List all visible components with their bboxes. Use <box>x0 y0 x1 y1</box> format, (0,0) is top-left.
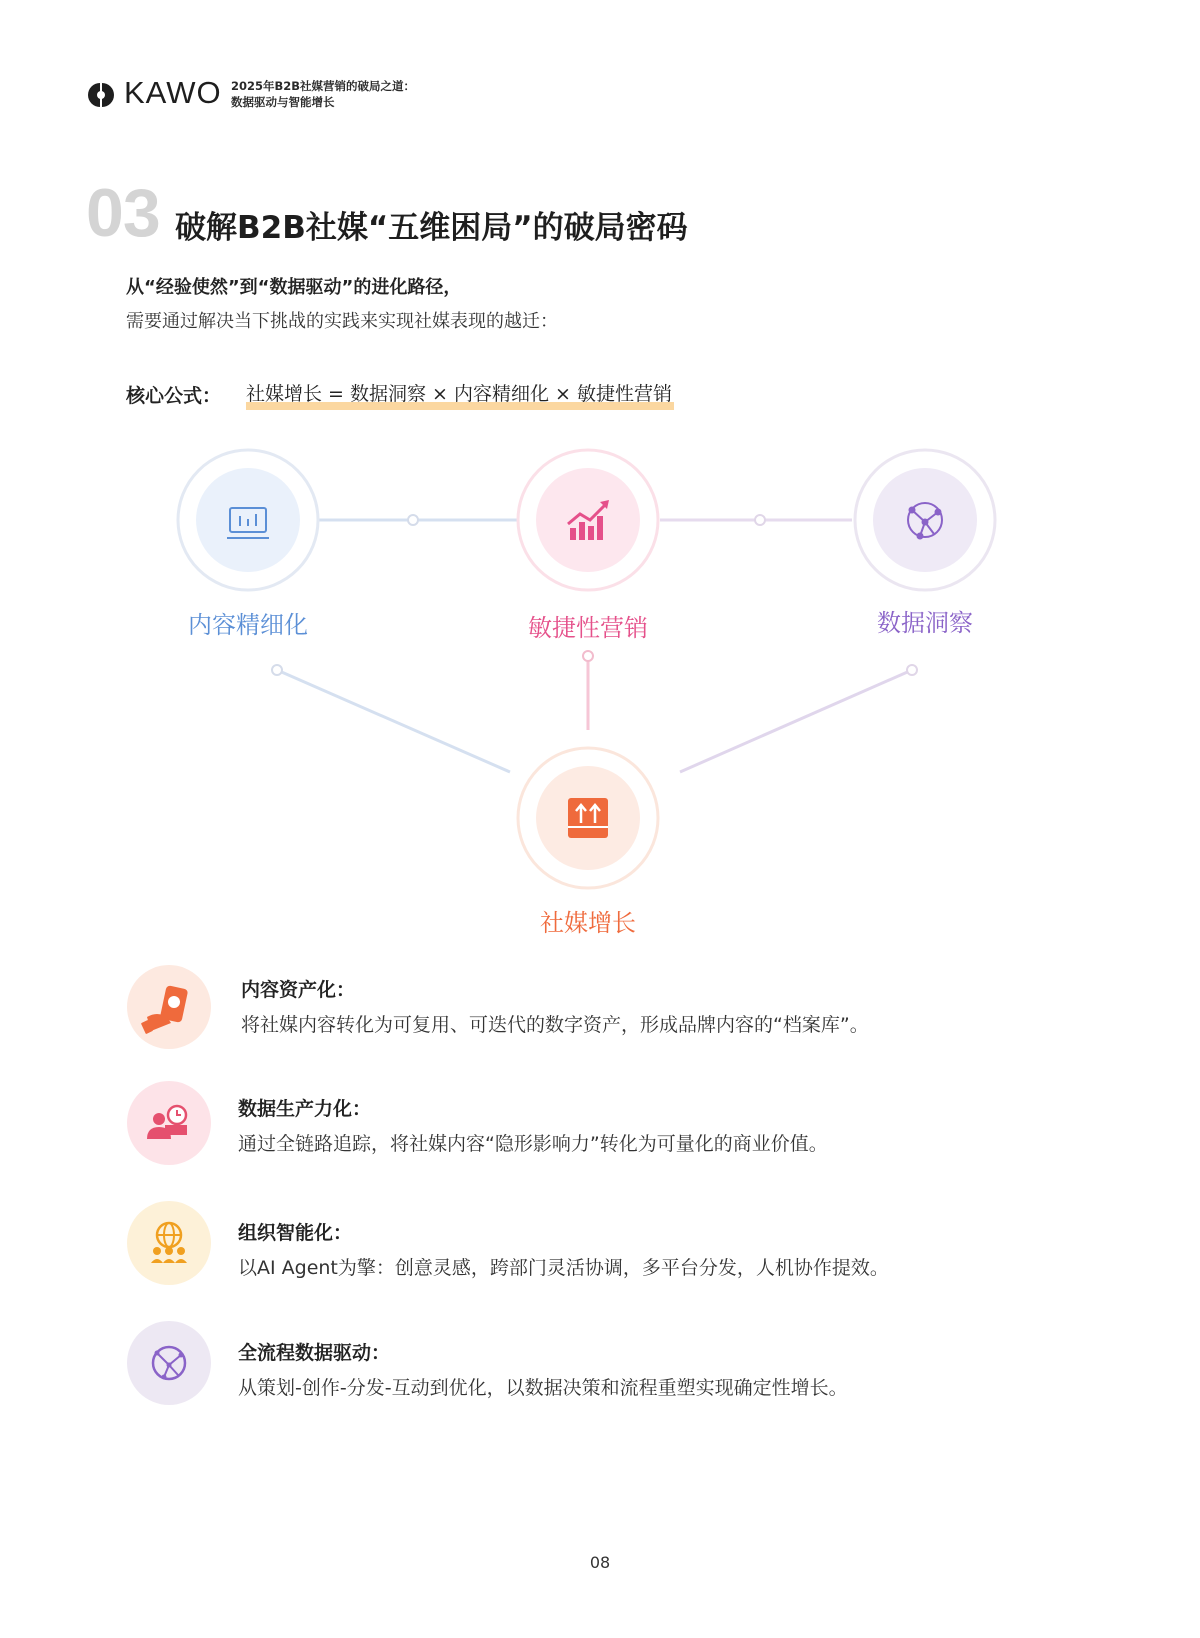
node-label-content-refinement: 内容精细化 <box>188 611 308 639</box>
content-asset-icon <box>127 965 211 1049</box>
list-item-title-4: 全流程数据驱动： <box>238 1342 391 1364</box>
node-label-data-insight: 数据洞察 <box>877 609 973 637</box>
connector-dot <box>583 651 593 661</box>
list-item-desc-2: 通过全链路追踪，将社媒内容“隐形影响力”转化为可量化的商业价值。 <box>238 1133 828 1155</box>
section-title: 破解B2B社媒“五维困局”的破局密码 <box>175 210 688 246</box>
intro-line-2: 需要通过解决当下挑战的实践来实现社媒表现的越迁： <box>126 311 558 332</box>
team-globe-icon <box>127 1201 211 1285</box>
list-item-icon-3 <box>127 1201 211 1285</box>
node-label-agile-marketing: 敏捷性营销 <box>528 614 648 642</box>
connector-dot <box>755 515 765 525</box>
network-globe-icon <box>127 1321 211 1405</box>
brand-name: KAWO <box>124 75 222 110</box>
report-title-line1: 2025年B2B社媒营销的破局之道： <box>231 79 416 93</box>
connector-dot <box>272 665 282 675</box>
growth-box-icon <box>568 798 608 838</box>
formula-text: 社媒增长 = 数据洞察 × 内容精细化 × 敏捷性营销 <box>246 379 674 410</box>
connector-dot <box>408 515 418 525</box>
node-content-refinement <box>178 450 318 590</box>
list-item-title-3: 组织智能化： <box>238 1222 353 1244</box>
report-title-line2: 数据驱动与智能增长 <box>231 95 335 109</box>
list-item-title-2: 数据生产力化： <box>238 1098 372 1120</box>
list-item-icon-4 <box>127 1321 211 1405</box>
connector-line <box>680 670 912 772</box>
node-agile-marketing <box>518 450 658 590</box>
list-item-desc-4: 从策划-创作-分发-互动到优化，以数据决策和流程重塑实现确定性增长。 <box>238 1377 848 1399</box>
formula-label: 核心公式： <box>126 385 222 407</box>
connector-line <box>277 670 510 772</box>
connector-dot <box>907 665 917 675</box>
node-label-social-growth: 社媒增长 <box>540 909 636 937</box>
list-item-icon-1 <box>127 965 211 1049</box>
node-social-growth <box>518 748 658 888</box>
list-item-desc-1: 将社媒内容转化为可复用、可迭代的数字资产，形成品牌内容的“档案库”。 <box>241 1014 869 1036</box>
list-item-desc-3: 以AI Agent为擎：创意灵感，跨部门灵活协调，多平台分发，人机协作提效。 <box>238 1257 889 1279</box>
section-number: 03 <box>86 175 160 251</box>
list-item-icon-2 <box>127 1081 211 1165</box>
node-data-insight <box>855 450 995 590</box>
intro-line-1: 从“经验使然”到“数据驱动”的进化路径， <box>126 277 462 298</box>
page-number: 08 <box>589 1553 611 1572</box>
data-presenter-icon <box>127 1081 211 1165</box>
list-item-title-1: 内容资产化： <box>241 979 356 1001</box>
